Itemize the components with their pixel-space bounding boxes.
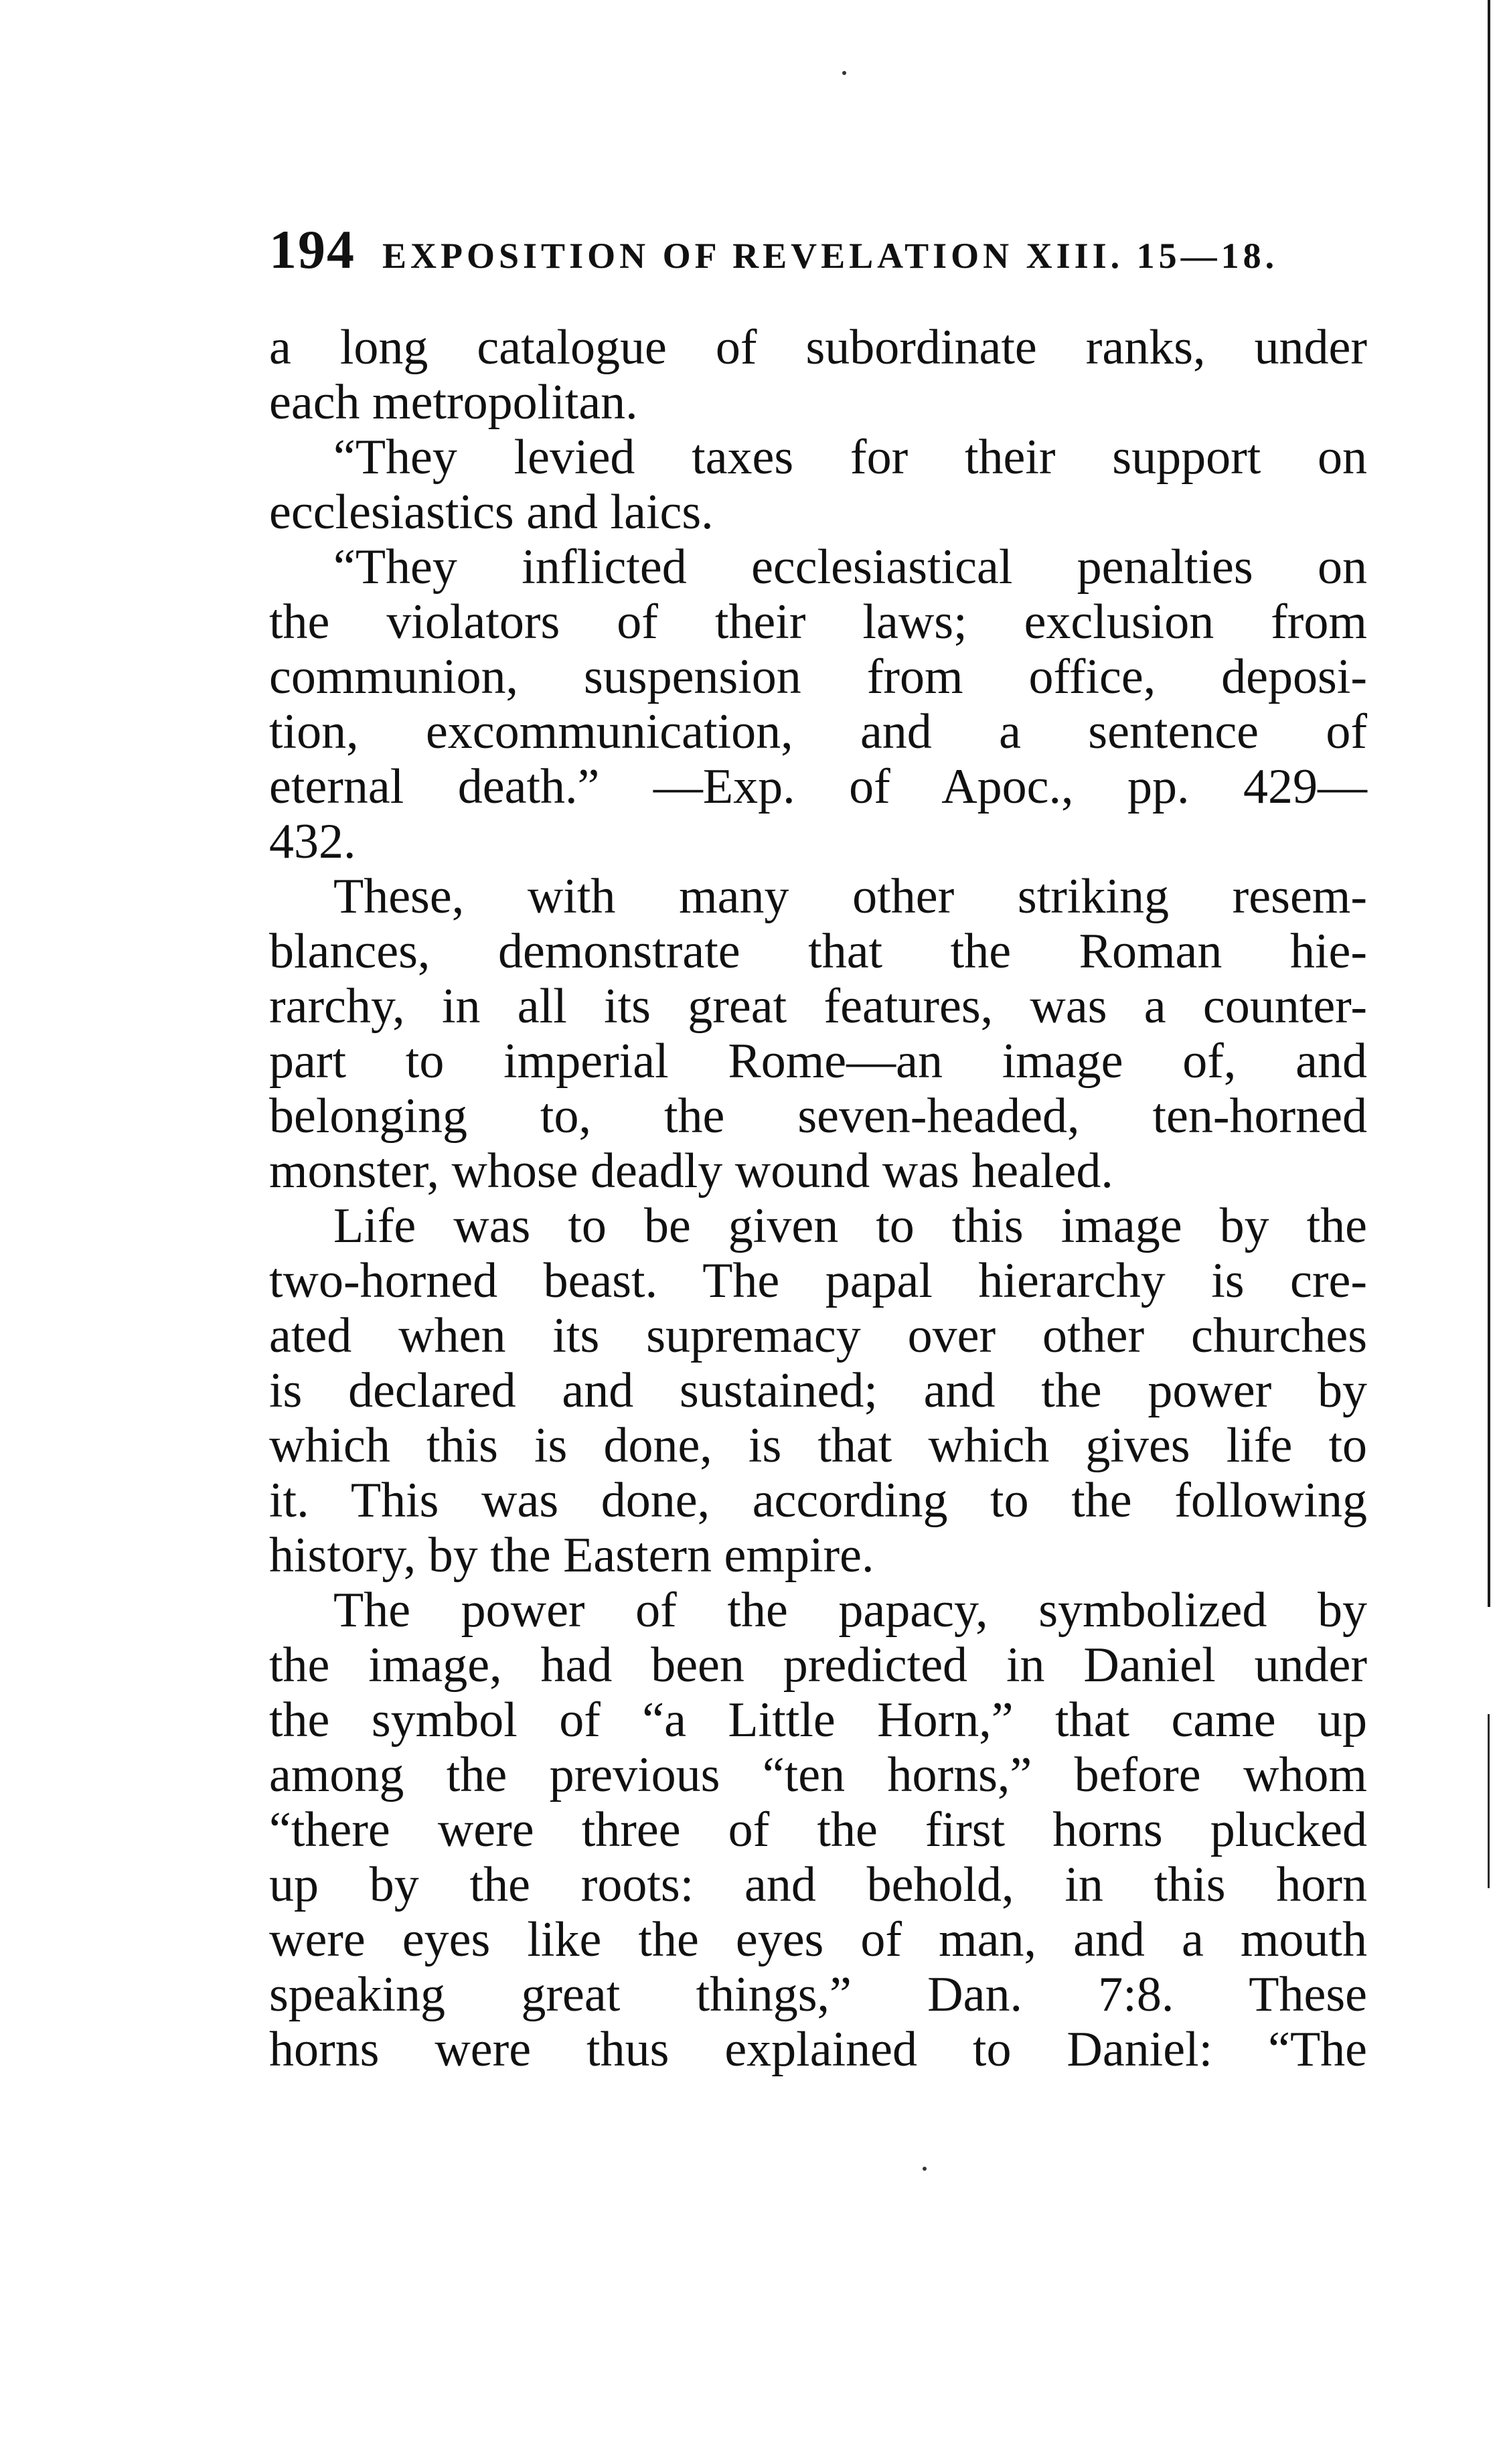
text-line: a long catalogue of subordinate ranks, under: [269, 320, 1367, 375]
text-line: among the previous “ten horns,” before whom: [269, 1748, 1367, 1802]
running-title: EXPOSITION OF REVELATION XIII. 15—18.: [382, 236, 1279, 276]
print-speck: [842, 71, 846, 75]
text-line: two-horned beast. The papal hierarchy is cre-: [269, 1253, 1367, 1308]
text-line: up by the roots: and behold, in this horn: [269, 1857, 1367, 1912]
text-line: it. This was done, according to the following: [269, 1473, 1367, 1528]
text-line: tion, excommunication, and a sentence of: [269, 704, 1367, 759]
text-line: The power of the papacy, symbolized by: [333, 1583, 1367, 1638]
text-line: each metropolitan.: [269, 375, 638, 430]
text-line: “there were three of the first horns plucked: [269, 1802, 1367, 1857]
page-edge-rule-lower: [1488, 1714, 1490, 1888]
text-line: the symbol of “a Little Horn,” that came up: [269, 1693, 1367, 1748]
body-text: [269, 320, 1367, 2077]
text-line: “They inflicted ecclesiastical penalties on: [333, 540, 1367, 595]
text-line: belonging to, the seven-headed, ten-horned: [269, 1089, 1367, 1144]
text-line: the violators of their laws; exclusion from: [269, 595, 1367, 649]
text-line: were eyes like the eyes of man, and a mouth: [269, 1912, 1367, 1967]
text-line: monster, whose deadly wound was healed.: [269, 1144, 1113, 1199]
text-line: communion, suspension from office, deposi-: [269, 649, 1367, 704]
text-line: “They levied taxes for their support on: [333, 430, 1367, 485]
text-line: the image, had been predicted in Daniel under: [269, 1638, 1367, 1693]
text-line: speaking great things,” Dan. 7:8. These: [269, 1967, 1367, 2022]
text-line: rarchy, in all its great features, was a counter-: [269, 979, 1367, 1034]
text-line: is declared and sustained; and the power by: [269, 1363, 1367, 1418]
text-line: ated when its supremacy over other churches: [269, 1308, 1367, 1363]
text-line: Life was to be given to this image by the: [333, 1199, 1367, 1253]
text-line: ecclesiastics and laics.: [269, 485, 714, 540]
running-header: [269, 218, 1367, 280]
print-speck: [923, 2167, 927, 2171]
text-line: These, with many other striking resem-: [333, 869, 1367, 924]
text-line: which this is done, is that which gives life to: [269, 1418, 1367, 1473]
text-line: part to imperial Rome—an image of, and: [269, 1034, 1367, 1089]
text-line: history, by the Eastern empire.: [269, 1528, 874, 1583]
text-line: blances, demonstrate that the Roman hie-: [269, 924, 1367, 979]
text-line: 432.: [269, 814, 356, 869]
page-edge-rule: [1488, 0, 1490, 1607]
text-line: horns were thus explained to Daniel: “The: [269, 2022, 1367, 2077]
text-line: eternal death.” —Exp. of Apoc., pp. 429—: [269, 759, 1367, 814]
page-number: 194: [269, 219, 356, 280]
